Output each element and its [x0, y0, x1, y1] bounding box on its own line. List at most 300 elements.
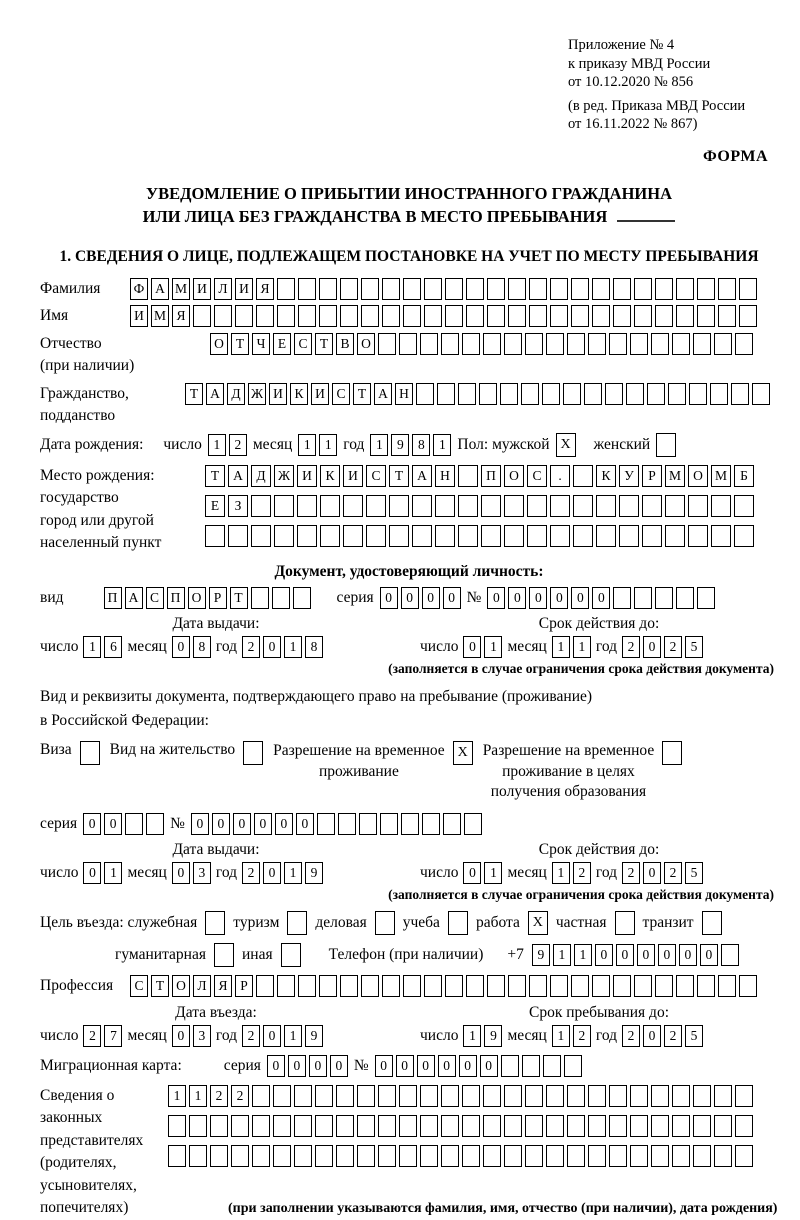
- char-cell[interactable]: 0: [459, 1055, 477, 1077]
- char-cell[interactable]: 0: [263, 636, 281, 658]
- char-cell[interactable]: М: [172, 278, 190, 300]
- char-cell[interactable]: 0: [700, 944, 718, 966]
- char-cell[interactable]: [274, 495, 294, 517]
- char-cell[interactable]: [655, 278, 673, 300]
- char-cell[interactable]: К: [320, 465, 340, 487]
- char-cell[interactable]: [412, 495, 432, 517]
- char-cell[interactable]: [567, 1115, 585, 1137]
- char-cell[interactable]: 9: [305, 1025, 323, 1047]
- char-cell[interactable]: 0: [254, 813, 272, 835]
- char-cell[interactable]: 1: [553, 944, 571, 966]
- char-cell[interactable]: [336, 1145, 354, 1167]
- char-cell[interactable]: [529, 305, 547, 327]
- char-cell[interactable]: [529, 975, 547, 997]
- char-cell[interactable]: [651, 1085, 669, 1107]
- char-cell[interactable]: [567, 333, 585, 355]
- char-cell[interactable]: [441, 1145, 459, 1167]
- char-cell[interactable]: [235, 305, 253, 327]
- char-cell[interactable]: [210, 1115, 228, 1137]
- char-cell[interactable]: [401, 813, 419, 835]
- char-cell[interactable]: [125, 813, 143, 835]
- char-cell[interactable]: [359, 813, 377, 835]
- char-cell[interactable]: 0: [643, 1025, 661, 1047]
- char-cell[interactable]: [458, 383, 476, 405]
- char-cell[interactable]: [458, 465, 478, 487]
- char-cell[interactable]: [710, 383, 728, 405]
- char-cell[interactable]: С: [366, 465, 386, 487]
- char-cell[interactable]: [340, 975, 358, 997]
- char-cell[interactable]: 2: [573, 862, 591, 884]
- char-cell[interactable]: 0: [83, 813, 101, 835]
- char-cell[interactable]: [630, 1085, 648, 1107]
- char-cell[interactable]: [466, 305, 484, 327]
- purpose-humanitarian-checkbox[interactable]: [214, 943, 234, 967]
- char-cell[interactable]: Р: [235, 975, 253, 997]
- char-cell[interactable]: [441, 1115, 459, 1137]
- char-cell[interactable]: [297, 525, 317, 547]
- char-cell[interactable]: [567, 1085, 585, 1107]
- char-cell[interactable]: [550, 278, 568, 300]
- char-cell[interactable]: [721, 944, 739, 966]
- char-cell[interactable]: [466, 975, 484, 997]
- char-cell[interactable]: [340, 305, 358, 327]
- char-cell[interactable]: Н: [435, 465, 455, 487]
- char-cell[interactable]: Я: [214, 975, 232, 997]
- char-cell[interactable]: 0: [172, 636, 190, 658]
- char-cell[interactable]: 1: [189, 1085, 207, 1107]
- char-cell[interactable]: Б: [734, 465, 754, 487]
- char-cell[interactable]: У: [619, 465, 639, 487]
- char-cell[interactable]: [711, 525, 731, 547]
- char-cell[interactable]: [336, 1085, 354, 1107]
- char-cell[interactable]: [563, 383, 581, 405]
- char-cell[interactable]: [273, 1085, 291, 1107]
- char-cell[interactable]: 0: [233, 813, 251, 835]
- char-cell[interactable]: [319, 975, 337, 997]
- char-cell[interactable]: [445, 975, 463, 997]
- char-cell[interactable]: С: [130, 975, 148, 997]
- char-cell[interactable]: 0: [191, 813, 209, 835]
- char-cell[interactable]: [655, 587, 673, 609]
- char-cell[interactable]: [378, 1115, 396, 1137]
- char-cell[interactable]: 9: [305, 862, 323, 884]
- char-cell[interactable]: 0: [267, 1055, 285, 1077]
- char-cell[interactable]: 0: [616, 944, 634, 966]
- char-cell[interactable]: [688, 525, 708, 547]
- char-cell[interactable]: [588, 1085, 606, 1107]
- char-cell[interactable]: Т: [389, 465, 409, 487]
- char-cell[interactable]: 0: [595, 944, 613, 966]
- char-cell[interactable]: [714, 1115, 732, 1137]
- char-cell[interactable]: [315, 1115, 333, 1137]
- char-cell[interactable]: 0: [679, 944, 697, 966]
- char-cell[interactable]: [688, 495, 708, 517]
- char-cell[interactable]: [319, 305, 337, 327]
- char-cell[interactable]: [739, 305, 757, 327]
- char-cell[interactable]: [424, 975, 442, 997]
- char-cell[interactable]: [613, 587, 631, 609]
- char-cell[interactable]: [483, 333, 501, 355]
- char-cell[interactable]: [399, 1115, 417, 1137]
- char-cell[interactable]: 2: [242, 1025, 260, 1047]
- char-cell[interactable]: [251, 495, 271, 517]
- char-cell[interactable]: 2: [573, 1025, 591, 1047]
- char-cell[interactable]: А: [206, 383, 224, 405]
- char-cell[interactable]: [277, 305, 295, 327]
- char-cell[interactable]: [380, 813, 398, 835]
- char-cell[interactable]: [274, 525, 294, 547]
- char-cell[interactable]: 0: [172, 1025, 190, 1047]
- char-cell[interactable]: 3: [193, 862, 211, 884]
- char-cell[interactable]: Е: [273, 333, 291, 355]
- char-cell[interactable]: С: [527, 465, 547, 487]
- char-cell[interactable]: [319, 278, 337, 300]
- char-cell[interactable]: [294, 1145, 312, 1167]
- char-cell[interactable]: [647, 383, 665, 405]
- char-cell[interactable]: 0: [463, 636, 481, 658]
- char-cell[interactable]: Ч: [252, 333, 270, 355]
- char-cell[interactable]: [734, 525, 754, 547]
- char-cell[interactable]: [564, 1055, 582, 1077]
- char-cell[interactable]: [697, 305, 715, 327]
- char-cell[interactable]: [189, 1115, 207, 1137]
- char-cell[interactable]: [403, 305, 421, 327]
- char-cell[interactable]: [672, 1115, 690, 1137]
- char-cell[interactable]: [298, 305, 316, 327]
- char-cell[interactable]: [378, 1085, 396, 1107]
- char-cell[interactable]: [399, 1145, 417, 1167]
- char-cell[interactable]: [668, 383, 686, 405]
- char-cell[interactable]: 2: [622, 636, 640, 658]
- char-cell[interactable]: [205, 525, 225, 547]
- char-cell[interactable]: [416, 383, 434, 405]
- char-cell[interactable]: 0: [643, 636, 661, 658]
- char-cell[interactable]: [521, 383, 539, 405]
- char-cell[interactable]: [592, 305, 610, 327]
- char-cell[interactable]: 0: [309, 1055, 327, 1077]
- purpose-transit-checkbox[interactable]: [702, 911, 722, 935]
- char-cell[interactable]: [294, 1085, 312, 1107]
- char-cell[interactable]: 1: [433, 434, 451, 456]
- char-cell[interactable]: 0: [401, 587, 419, 609]
- char-cell[interactable]: [527, 495, 547, 517]
- char-cell[interactable]: [487, 975, 505, 997]
- char-cell[interactable]: 0: [263, 1025, 281, 1047]
- char-cell[interactable]: [336, 1115, 354, 1137]
- char-cell[interactable]: [445, 305, 463, 327]
- char-cell[interactable]: [714, 333, 732, 355]
- char-cell[interactable]: [634, 305, 652, 327]
- char-cell[interactable]: [508, 278, 526, 300]
- char-cell[interactable]: [546, 1085, 564, 1107]
- char-cell[interactable]: [420, 1145, 438, 1167]
- char-cell[interactable]: 9: [484, 1025, 502, 1047]
- char-cell[interactable]: [626, 383, 644, 405]
- char-cell[interactable]: [651, 333, 669, 355]
- char-cell[interactable]: О: [357, 333, 375, 355]
- char-cell[interactable]: [462, 333, 480, 355]
- char-cell[interactable]: [619, 525, 639, 547]
- char-cell[interactable]: [630, 1145, 648, 1167]
- char-cell[interactable]: [251, 525, 271, 547]
- char-cell[interactable]: [399, 333, 417, 355]
- char-cell[interactable]: 0: [592, 587, 610, 609]
- char-cell[interactable]: 0: [83, 862, 101, 884]
- char-cell[interactable]: К: [290, 383, 308, 405]
- char-cell[interactable]: [210, 1145, 228, 1167]
- char-cell[interactable]: 2: [83, 1025, 101, 1047]
- purpose-private-checkbox[interactable]: [615, 911, 635, 935]
- char-cell[interactable]: [357, 1115, 375, 1137]
- char-cell[interactable]: [228, 525, 248, 547]
- char-cell[interactable]: [361, 278, 379, 300]
- char-cell[interactable]: [251, 587, 269, 609]
- char-cell[interactable]: [689, 383, 707, 405]
- char-cell[interactable]: [508, 305, 526, 327]
- char-cell[interactable]: [571, 305, 589, 327]
- char-cell[interactable]: [501, 1055, 519, 1077]
- char-cell[interactable]: Т: [205, 465, 225, 487]
- char-cell[interactable]: [596, 525, 616, 547]
- char-cell[interactable]: [487, 278, 505, 300]
- char-cell[interactable]: 0: [263, 862, 281, 884]
- char-cell[interactable]: 1: [284, 636, 302, 658]
- char-cell[interactable]: [693, 1085, 711, 1107]
- char-cell[interactable]: [508, 975, 526, 997]
- char-cell[interactable]: [378, 333, 396, 355]
- char-cell[interactable]: [193, 305, 211, 327]
- char-cell[interactable]: [525, 333, 543, 355]
- char-cell[interactable]: Д: [227, 383, 245, 405]
- char-cell[interactable]: [609, 1145, 627, 1167]
- char-cell[interactable]: [340, 278, 358, 300]
- char-cell[interactable]: [320, 495, 340, 517]
- char-cell[interactable]: [550, 495, 570, 517]
- char-cell[interactable]: М: [711, 465, 731, 487]
- char-cell[interactable]: 0: [463, 862, 481, 884]
- char-cell[interactable]: Р: [209, 587, 227, 609]
- char-cell[interactable]: [189, 1145, 207, 1167]
- char-cell[interactable]: 1: [104, 862, 122, 884]
- char-cell[interactable]: 0: [172, 862, 190, 884]
- char-cell[interactable]: [630, 333, 648, 355]
- char-cell[interactable]: [458, 525, 478, 547]
- char-cell[interactable]: Т: [315, 333, 333, 355]
- char-cell[interactable]: [273, 1115, 291, 1137]
- char-cell[interactable]: [441, 333, 459, 355]
- char-cell[interactable]: [382, 975, 400, 997]
- char-cell[interactable]: [676, 305, 694, 327]
- char-cell[interactable]: [382, 278, 400, 300]
- char-cell[interactable]: [273, 1145, 291, 1167]
- char-cell[interactable]: [718, 278, 736, 300]
- char-cell[interactable]: [718, 975, 736, 997]
- char-cell[interactable]: [420, 1115, 438, 1137]
- char-cell[interactable]: Т: [151, 975, 169, 997]
- char-cell[interactable]: И: [343, 465, 363, 487]
- char-cell[interactable]: З: [228, 495, 248, 517]
- char-cell[interactable]: 0: [487, 587, 505, 609]
- char-cell[interactable]: [504, 1085, 522, 1107]
- char-cell[interactable]: [609, 333, 627, 355]
- char-cell[interactable]: [504, 525, 524, 547]
- char-cell[interactable]: 2: [622, 1025, 640, 1047]
- char-cell[interactable]: [231, 1115, 249, 1137]
- char-cell[interactable]: [588, 1115, 606, 1137]
- char-cell[interactable]: Ф: [130, 278, 148, 300]
- char-cell[interactable]: [420, 1085, 438, 1107]
- char-cell[interactable]: [357, 1085, 375, 1107]
- char-cell[interactable]: 8: [193, 636, 211, 658]
- char-cell[interactable]: 0: [396, 1055, 414, 1077]
- char-cell[interactable]: [293, 587, 311, 609]
- char-cell[interactable]: А: [374, 383, 392, 405]
- char-cell[interactable]: [752, 383, 770, 405]
- char-cell[interactable]: Я: [256, 278, 274, 300]
- char-cell[interactable]: Т: [231, 333, 249, 355]
- char-cell[interactable]: Я: [172, 305, 190, 327]
- char-cell[interactable]: И: [235, 278, 253, 300]
- char-cell[interactable]: [573, 495, 593, 517]
- char-cell[interactable]: 7: [104, 1025, 122, 1047]
- char-cell[interactable]: [412, 525, 432, 547]
- char-cell[interactable]: П: [104, 587, 122, 609]
- char-cell[interactable]: [525, 1145, 543, 1167]
- char-cell[interactable]: [676, 278, 694, 300]
- char-cell[interactable]: [550, 525, 570, 547]
- char-cell[interactable]: [567, 1145, 585, 1167]
- char-cell[interactable]: О: [172, 975, 190, 997]
- char-cell[interactable]: 1: [370, 434, 388, 456]
- char-cell[interactable]: [592, 975, 610, 997]
- char-cell[interactable]: [642, 495, 662, 517]
- char-cell[interactable]: Л: [214, 278, 232, 300]
- char-cell[interactable]: [588, 1145, 606, 1167]
- char-cell[interactable]: А: [412, 465, 432, 487]
- char-cell[interactable]: [366, 525, 386, 547]
- char-cell[interactable]: Т: [353, 383, 371, 405]
- char-cell[interactable]: Л: [193, 975, 211, 997]
- char-cell[interactable]: [697, 278, 715, 300]
- char-cell[interactable]: [676, 587, 694, 609]
- char-cell[interactable]: [735, 1115, 753, 1137]
- char-cell[interactable]: [571, 975, 589, 997]
- char-cell[interactable]: [546, 333, 564, 355]
- char-cell[interactable]: [357, 1145, 375, 1167]
- char-cell[interactable]: [483, 1115, 501, 1137]
- char-cell[interactable]: 0: [104, 813, 122, 835]
- char-cell[interactable]: [634, 587, 652, 609]
- char-cell[interactable]: [420, 333, 438, 355]
- char-cell[interactable]: 1: [574, 944, 592, 966]
- char-cell[interactable]: И: [269, 383, 287, 405]
- char-cell[interactable]: 0: [375, 1055, 393, 1077]
- char-cell[interactable]: [422, 813, 440, 835]
- char-cell[interactable]: 1: [298, 434, 316, 456]
- char-cell[interactable]: [711, 495, 731, 517]
- char-cell[interactable]: 2: [210, 1085, 228, 1107]
- char-cell[interactable]: [361, 305, 379, 327]
- char-cell[interactable]: 0: [550, 587, 568, 609]
- char-cell[interactable]: [592, 278, 610, 300]
- char-cell[interactable]: [277, 975, 295, 997]
- purpose-work-checkbox[interactable]: X: [528, 911, 548, 935]
- char-cell[interactable]: [272, 587, 290, 609]
- char-cell[interactable]: 2: [664, 1025, 682, 1047]
- char-cell[interactable]: [389, 495, 409, 517]
- char-cell[interactable]: [252, 1115, 270, 1137]
- char-cell[interactable]: [315, 1085, 333, 1107]
- char-cell[interactable]: 1: [83, 636, 101, 658]
- char-cell[interactable]: Ж: [274, 465, 294, 487]
- char-cell[interactable]: Т: [185, 383, 203, 405]
- char-cell[interactable]: 0: [571, 587, 589, 609]
- char-cell[interactable]: [168, 1145, 186, 1167]
- char-cell[interactable]: 3: [193, 1025, 211, 1047]
- char-cell[interactable]: 0: [443, 587, 461, 609]
- char-cell[interactable]: Е: [205, 495, 225, 517]
- char-cell[interactable]: А: [228, 465, 248, 487]
- char-cell[interactable]: [609, 1085, 627, 1107]
- char-cell[interactable]: М: [665, 465, 685, 487]
- char-cell[interactable]: [693, 1115, 711, 1137]
- char-cell[interactable]: [542, 383, 560, 405]
- char-cell[interactable]: [435, 525, 455, 547]
- char-cell[interactable]: 9: [391, 434, 409, 456]
- residence-permit-checkbox[interactable]: [243, 741, 263, 765]
- purpose-official-checkbox[interactable]: [205, 911, 225, 935]
- purpose-other-checkbox[interactable]: [281, 943, 301, 967]
- char-cell[interactable]: П: [167, 587, 185, 609]
- char-cell[interactable]: [550, 975, 568, 997]
- char-cell[interactable]: [718, 305, 736, 327]
- char-cell[interactable]: [525, 1115, 543, 1137]
- char-cell[interactable]: [403, 278, 421, 300]
- char-cell[interactable]: Р: [642, 465, 662, 487]
- purpose-business-checkbox[interactable]: [375, 911, 395, 935]
- char-cell[interactable]: [315, 1145, 333, 1167]
- char-cell[interactable]: И: [130, 305, 148, 327]
- char-cell[interactable]: [571, 278, 589, 300]
- char-cell[interactable]: [320, 525, 340, 547]
- char-cell[interactable]: [605, 383, 623, 405]
- purpose-tourism-checkbox[interactable]: [287, 911, 307, 935]
- char-cell[interactable]: 2: [229, 434, 247, 456]
- char-cell[interactable]: [146, 813, 164, 835]
- char-cell[interactable]: [382, 305, 400, 327]
- char-cell[interactable]: [424, 305, 442, 327]
- char-cell[interactable]: [361, 975, 379, 997]
- char-cell[interactable]: [613, 278, 631, 300]
- char-cell[interactable]: С: [332, 383, 350, 405]
- char-cell[interactable]: 2: [664, 862, 682, 884]
- temp-residence-checkbox[interactable]: X: [453, 741, 473, 765]
- char-cell[interactable]: [366, 495, 386, 517]
- char-cell[interactable]: [609, 1115, 627, 1137]
- char-cell[interactable]: 1: [552, 862, 570, 884]
- char-cell[interactable]: [546, 1115, 564, 1137]
- char-cell[interactable]: [343, 525, 363, 547]
- char-cell[interactable]: 1: [208, 434, 226, 456]
- char-cell[interactable]: С: [294, 333, 312, 355]
- char-cell[interactable]: [588, 333, 606, 355]
- char-cell[interactable]: [479, 383, 497, 405]
- char-cell[interactable]: 2: [242, 636, 260, 658]
- char-cell[interactable]: К: [596, 465, 616, 487]
- char-cell[interactable]: А: [125, 587, 143, 609]
- char-cell[interactable]: 0: [288, 1055, 306, 1077]
- char-cell[interactable]: 5: [685, 636, 703, 658]
